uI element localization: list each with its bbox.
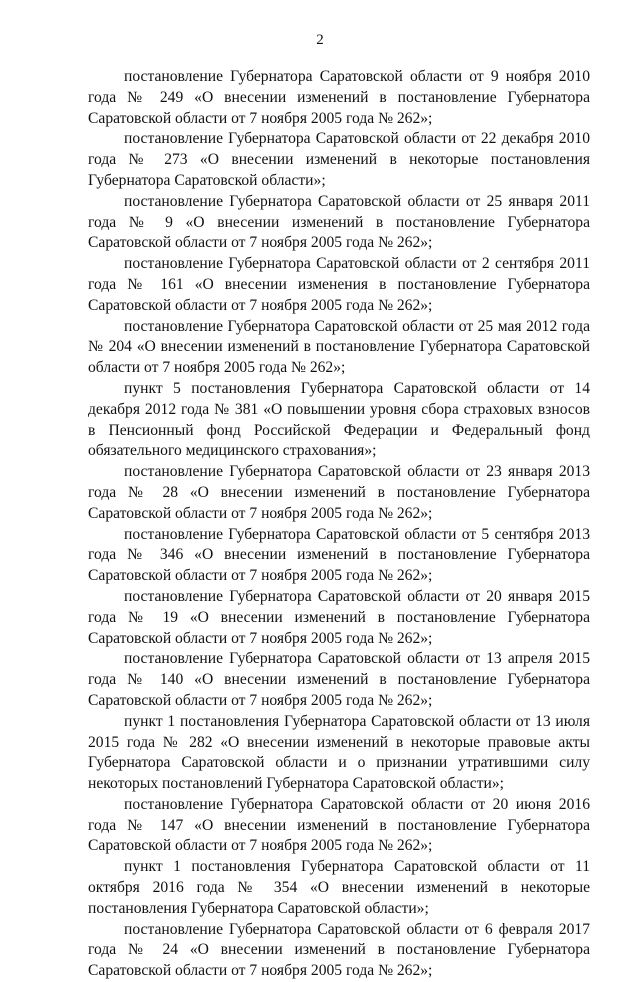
list-item: пункт 1 постановления Губернатора Саратовской области от 13 июля 2015 года № 282 «О внесении изменений в некоторые правовые акты Губернатора Саратовской области и о признании утратившими силу некоторых постановлений Губернатора Саратовской области»; — [88, 712, 590, 793]
list-item: постановление Губернатора Саратовской области от 9 ноября 2010 года № 249 «О внесении изменений в постановление Губернатора Саратовской области от 7 ноября 2005 года № 262»; — [88, 68, 590, 127]
list-item: постановление Губернатора Саратовской области от 6 февраля 2017 года № 24 «О внесении изменений в постановление Губернатора Саратовской области от 7 ноября 2005 года № 262»; — [88, 920, 590, 980]
list-item: пункт 1 постановления Губернатора Саратовской области от 11 октября 2016 года № 354 «О внесении изменений в некоторые постановления Губернатора Саратовской области»; — [88, 858, 590, 917]
list-item: постановление Губернатора Саратовской области от 22 декабря 2010 года № 273 «О внесении изменений в некоторые постановления Губернатора Саратовской области»; — [88, 130, 590, 189]
list-item: пункт 5 постановления Губернатора Саратовской области от 14 декабря 2012 года № 381 «О повышении уровня сбора страховых взносов в Пенсионный фонд Российской Федерации и Федеральный фонд обязательного медицинского страхования»; — [88, 379, 590, 460]
list-item: постановление Губернатора Саратовской области от 13 апреля 2015 года № 140 «О внесении изменений в постановление Губернатора Саратовской области от 7 ноября 2005 года № 262»; — [88, 650, 590, 709]
page-number: 2 — [316, 32, 324, 48]
list-item: постановление Губернатора Саратовской области от 2 сентября 2011 года № 161 «О внесении изменения в постановление Губернатора Саратовской области от 7 ноября 2005 года № 262»; — [88, 255, 590, 314]
list-item: постановление Губернатора Саратовской области от 25 января 2011 года № 9 «О внесении изменений в постановление Губернатора Саратовской области от 7 ноября 2005 года № 262»; — [88, 192, 590, 252]
list-item: постановление Губернатора Саратовской области от 23 января 2013 года № 28 «О внесении изменений в постановление Губернатора Саратовской области от 7 ноября 2005 года № 262»; — [88, 463, 590, 522]
list-item: постановление Губернатора Саратовской области от 5 сентября 2013 года № 346 «О внесении изменений в постановление Губернатора Саратовской области от 7 ноября 2005 года № 262»; — [88, 525, 590, 585]
list-item: постановление Губернатора Саратовской области от 20 июня 2016 года № 147 «О внесении изменений в постановление Губернатора Саратовской области от 7 ноября 2005 года № 262»; — [88, 795, 590, 855]
document-body — [88, 67, 590, 982]
list-item: постановление Губернатора Саратовской области от 20 января 2015 года № 19 «О внесении изменений в постановление Губернатора Саратовской области от 7 ноября 2005 года № 262»; — [88, 587, 590, 647]
list-item: постановление Губернатора Саратовской области от 25 мая 2012 года № 204 «О внесении изменений в постановление Губернатора Саратовской области от 7 ноября 2005 года № 262»; — [88, 317, 590, 377]
